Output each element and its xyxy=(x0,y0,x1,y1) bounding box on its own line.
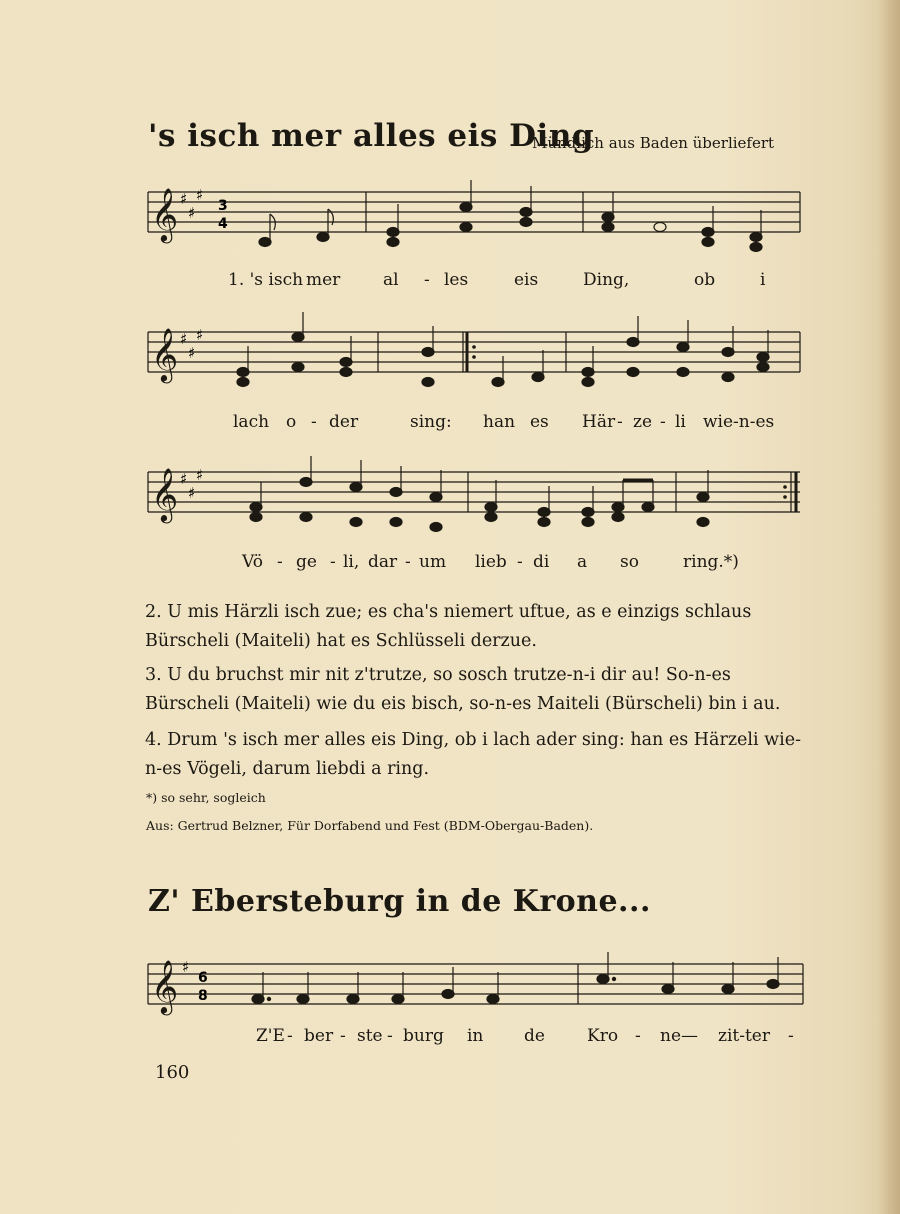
lyric-syllable: - xyxy=(405,552,411,572)
lyric-syllable: ob xyxy=(694,270,716,290)
lyric-syllable: - xyxy=(287,1026,293,1046)
svg-text:♯: ♯ xyxy=(196,466,204,484)
lyric-syllable: Här xyxy=(582,412,616,432)
song-2-title: Z' Ebersteburg in de Krone... xyxy=(148,884,651,919)
music-staff-4 xyxy=(148,952,808,1022)
lyric-syllable: - xyxy=(617,412,623,432)
song-source: Mündlich aus Baden überliefert xyxy=(532,134,775,152)
lyric-syllable: Kro xyxy=(587,1026,619,1046)
lyric-syllable: ring.*) xyxy=(683,552,739,572)
lyric-syllable: - xyxy=(277,552,283,572)
lyric-syllable: a xyxy=(577,552,588,572)
lyric-syllable: - xyxy=(387,1026,393,1046)
page-number: 160 xyxy=(155,1062,190,1083)
lyric-syllable: de xyxy=(524,1026,545,1046)
lyric-syllable: - xyxy=(517,552,523,572)
verse-2: 2. U mis Härzli isch zue; es cha's niemert uftue, as e einzigs schlaus Bürscheli (Maiteli) hat es Schlüsseli derzue. xyxy=(145,602,752,651)
lyric-syllable: wie-n-es xyxy=(703,412,775,432)
footnote: *) so sehr, sogleich xyxy=(146,790,266,805)
lyric-syllable: al xyxy=(383,270,399,290)
lyric-syllable: 1. 's isch xyxy=(228,270,304,290)
music-staff-2 xyxy=(148,310,808,400)
svg-text:𝄞: 𝄞 xyxy=(151,187,179,241)
lyric-syllable: ze xyxy=(633,412,653,432)
lyric-syllable: mer xyxy=(306,270,341,290)
lyric-syllable: - xyxy=(311,412,317,432)
lyric-syllable: o xyxy=(286,412,297,432)
svg-text:♯: ♯ xyxy=(196,326,204,344)
lyric-syllable: Ding, xyxy=(583,270,630,290)
lyric-syllable: lieb xyxy=(475,552,507,572)
svg-text:♯: ♯ xyxy=(180,190,188,208)
lyric-syllable: di xyxy=(533,552,550,572)
lyric-syllable: li, xyxy=(343,552,360,572)
svg-text:3: 3 xyxy=(218,198,228,214)
lyric-syllable: li xyxy=(675,412,686,432)
verse-3: 3. U du bruchst mir nit z'trutze, so sosch trutze-n-i dir au! So-n-es Bürscheli (Maiteli) wie du eis bisch, so-n-es Maiteli (Bürscheli) bin i au. xyxy=(145,665,781,714)
svg-text:𝄞: 𝄞 xyxy=(151,327,179,381)
svg-text:♯: ♯ xyxy=(188,344,196,362)
svg-text:♯: ♯ xyxy=(196,186,204,204)
lyric-syllable: ge xyxy=(296,552,317,572)
lyric-syllable: Vö xyxy=(242,552,263,572)
song-title: 's isch mer alles eis Ding xyxy=(148,118,595,154)
svg-text:♯: ♯ xyxy=(188,204,196,222)
lyric-syllable: so xyxy=(620,552,639,572)
music-staff-3 xyxy=(148,450,808,540)
lyric-syllable: um xyxy=(419,552,447,572)
svg-text:𝄞: 𝄞 xyxy=(151,467,179,521)
page-edge-shadow xyxy=(878,0,900,1214)
lyric-syllable: i xyxy=(760,270,766,290)
lyric-syllable: ste xyxy=(357,1026,383,1046)
svg-text:𝄞: 𝄞 xyxy=(151,959,179,1013)
svg-text:♯: ♯ xyxy=(180,470,188,488)
lyric-syllable: - xyxy=(340,1026,346,1046)
lyric-syllable: han xyxy=(483,412,516,432)
lyric-syllable: in xyxy=(467,1026,484,1046)
lyric-syllable: Z'E xyxy=(256,1026,285,1046)
lyric-syllable: - xyxy=(660,412,666,432)
verse-4: 4. Drum 's isch mer alles eis Ding, ob i lach ader sing: han es Härzeli wie-n-es Vögeli, darum liebdi a ring. xyxy=(145,730,802,779)
lyric-syllable: les xyxy=(444,270,469,290)
lyric-syllable: - xyxy=(788,1026,794,1046)
lyric-syllable: - xyxy=(635,1026,641,1046)
svg-text:8: 8 xyxy=(198,988,208,1004)
svg-text:6: 6 xyxy=(198,970,208,986)
lyric-syllable: burg xyxy=(403,1026,444,1046)
lyric-syllable: dar xyxy=(368,552,398,572)
lyric-syllable: ber xyxy=(304,1026,334,1046)
lyric-syllable: es xyxy=(530,412,549,432)
svg-text:♯: ♯ xyxy=(182,958,190,976)
svg-text:♯: ♯ xyxy=(180,330,188,348)
svg-text:4: 4 xyxy=(218,216,228,232)
lyric-syllable: - xyxy=(330,552,336,572)
lyric-syllable: lach xyxy=(233,412,270,432)
lyric-syllable: der xyxy=(329,412,359,432)
lyric-syllable: sing: xyxy=(410,412,452,432)
lyric-syllable: eis xyxy=(514,270,539,290)
music-staff-1 xyxy=(148,170,808,260)
lyric-syllable: ne— xyxy=(660,1026,699,1046)
svg-text:♯: ♯ xyxy=(188,484,196,502)
lyric-syllable: - xyxy=(424,270,430,290)
lyric-syllable: zit-ter xyxy=(718,1026,770,1046)
source-credit: Aus: Gertrud Belzner, Für Dorfabend und Fest (BDM-Obergau-Baden). xyxy=(146,818,594,833)
